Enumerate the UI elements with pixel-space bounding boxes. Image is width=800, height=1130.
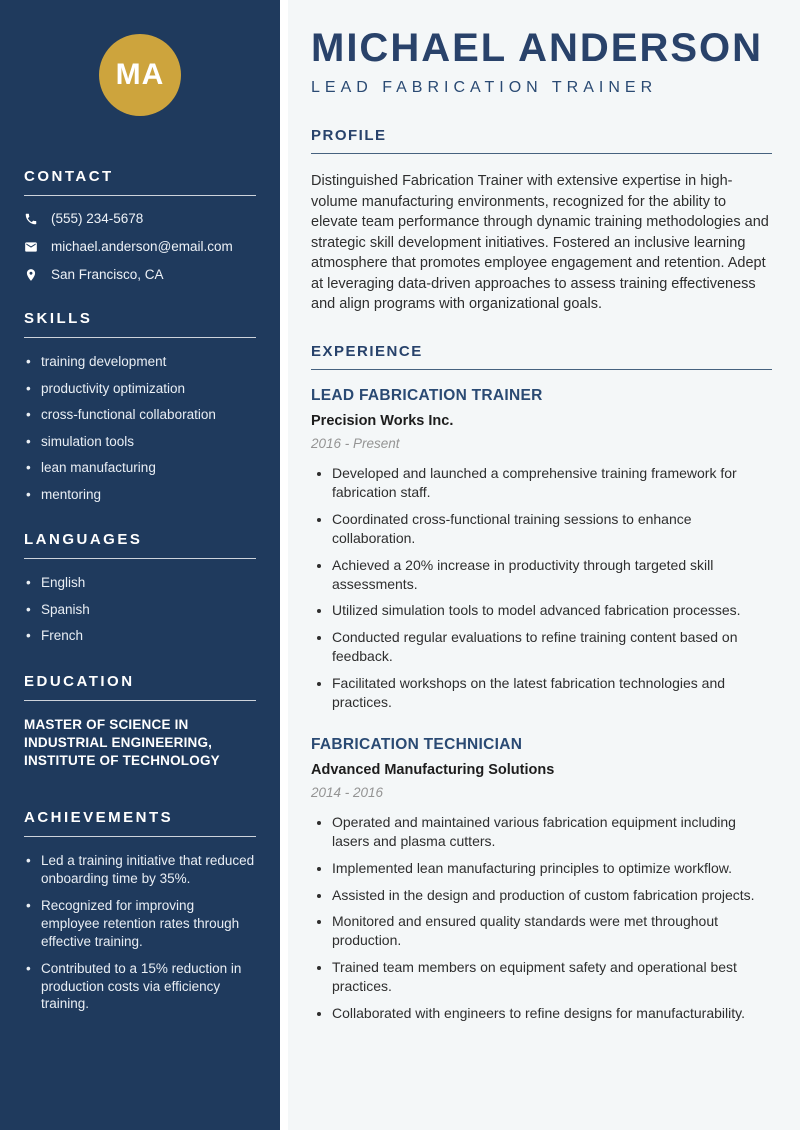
list-item: • Led a training initiative that reduced onboarding time by 35%.: [24, 852, 256, 887]
list-item: • Implemented lean manufacturing principles to optimize workflow.: [332, 859, 772, 878]
skills-heading: SKILLS: [24, 310, 93, 327]
job-entry: [311, 736, 772, 1023]
experience-section: [311, 343, 772, 1023]
location-value: San Francisco, CA: [51, 267, 164, 282]
contact-item-email: [24, 239, 256, 254]
achievements-list: [24, 852, 256, 1012]
list-item: • training development: [24, 353, 256, 371]
list-item: • Collaborated with engineers to refine designs for manufacturability.: [332, 1004, 772, 1023]
candidate-title: LEAD FABRICATION TRAINER: [311, 79, 658, 96]
contact-section: [24, 168, 256, 282]
sidebar: [0, 0, 280, 1130]
languages-heading: LANGUAGES: [24, 531, 143, 549]
section-divider: [24, 195, 256, 196]
skills-list: [24, 353, 256, 503]
job-dates: 2014 - 2016: [311, 784, 384, 800]
list-item: • Achieved a 20% increase in productivity through targeted skill assessments.: [332, 556, 772, 594]
location-icon: [24, 268, 38, 282]
list-item: • Recognized for improving employee retention rates through effective training.: [24, 897, 256, 950]
list-item: • productivity optimization: [24, 380, 256, 398]
list-item: • lean manufacturing: [24, 459, 256, 477]
job-company: Precision Works Inc.: [311, 413, 454, 430]
job-title: FABRICATION TECHNICIAN: [311, 735, 523, 753]
list-item: • Coordinated cross-functional training sessions to enhance collaboration.: [332, 510, 772, 548]
job-title: LEAD FABRICATION TRAINER: [311, 387, 543, 405]
experience-heading: EXPERIENCE: [311, 343, 423, 361]
list-item: • Assisted in the design and production of custom fabrication projects.: [332, 886, 772, 905]
candidate-name: MICHAEL ANDERSON: [311, 26, 764, 70]
column-gap: [280, 0, 288, 1130]
job-bullet-list: [311, 464, 772, 712]
list-item: • mentoring: [24, 486, 256, 504]
list-item: • Operated and maintained various fabrication equipment including lasers and plasma cutters.: [332, 813, 772, 851]
list-item: • Monitored and ensured quality standards were met throughout production.: [332, 912, 772, 950]
contact-item-phone: [24, 211, 256, 226]
job-company: Advanced Manufacturing Solutions: [311, 761, 555, 778]
languages-list: [24, 574, 256, 645]
list-item: • Spanish: [24, 601, 256, 619]
section-divider: [311, 369, 772, 370]
phone-value: (555) 234-5678: [51, 211, 144, 226]
list-item: • Contributed to a 15% reduction in production costs via efficiency training.: [24, 960, 256, 1013]
languages-section: [24, 531, 256, 645]
list-item: • Trained team members on equipment safety and operational best practices.: [332, 958, 772, 996]
skills-section: [24, 310, 256, 503]
list-item: • Utilized simulation tools to model advanced fabrication processes.: [332, 601, 772, 620]
phone-icon: [24, 212, 38, 226]
main-content: [288, 0, 800, 1130]
job-entry: [311, 387, 772, 712]
list-item: • Conducted regular evaluations to refine training content based on feedback.: [332, 628, 772, 666]
education-heading: EDUCATION: [24, 672, 135, 690]
section-divider: [24, 836, 256, 837]
email-icon: [24, 240, 38, 254]
education-section: [24, 673, 256, 769]
achievements-heading: ACHIEVEMENTS: [24, 809, 174, 827]
section-divider: [24, 700, 256, 701]
list-item: • simulation tools: [24, 433, 256, 451]
section-divider: [24, 558, 256, 559]
achievements-section: [24, 809, 256, 1012]
avatar: [99, 34, 181, 116]
contact-heading: CONTACT: [24, 168, 114, 185]
job-dates: 2016 - Present: [311, 436, 400, 452]
list-item: • cross-functional collaboration: [24, 406, 256, 424]
profile-heading: PROFILE: [311, 127, 387, 144]
list-item: • English: [24, 574, 256, 592]
list-item: • French: [24, 627, 256, 645]
degree-text: MASTER OF SCIENCE IN INDUSTRIAL ENGINEERING, INSTITUTE OF TECHNOLOGY: [24, 716, 220, 768]
section-divider: [24, 337, 256, 338]
contact-item-location: [24, 267, 256, 282]
profile-section: [311, 127, 772, 315]
profile-text: Distinguished Fabrication Trainer with extensive expertise in high-volume manufacturing environments, recognized for the ability to elevate team performance through dynamic training methodologies and strategic skill development initiatives. Fostered an inclusive learning atmosphere that promotes employee engagement and retention. Adept at leveraging data-driven approaches to assess training effectiveness and align programs with organizational goals.: [311, 173, 769, 313]
avatar-initials: MA: [115, 58, 165, 91]
list-item: • Facilitated workshops on the latest fabrication technologies and practices.: [332, 674, 772, 712]
list-item: • Developed and launched a comprehensive training framework for fabrication staff.: [332, 464, 772, 502]
section-divider: [311, 153, 772, 154]
email-value: michael.anderson@email.com: [51, 239, 233, 254]
job-bullet-list: [311, 813, 772, 1023]
